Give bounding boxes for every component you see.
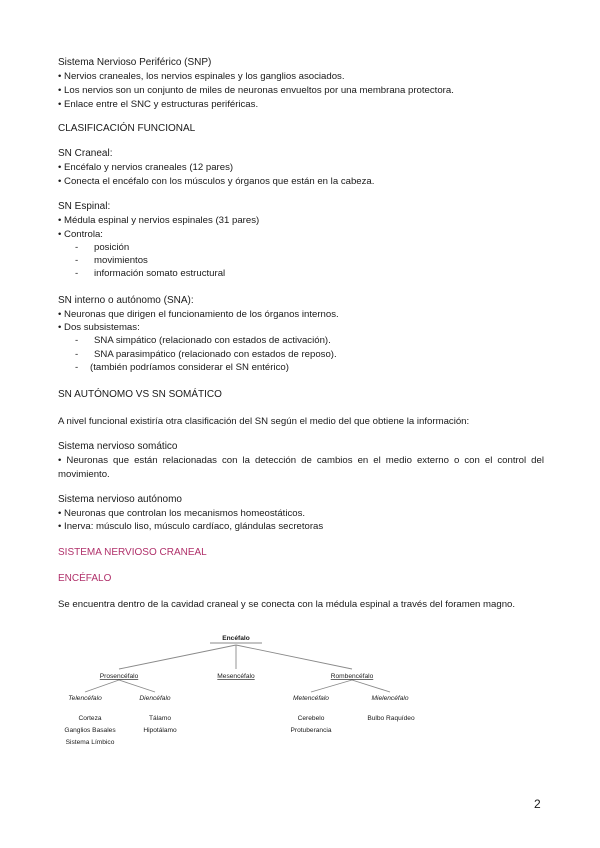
diagram-connectors bbox=[85, 643, 390, 692]
dash-marker: - bbox=[75, 268, 79, 279]
intro-paragraph: A nivel funcional existiría otra clasificación del SN según el medio del que obtiene la información: bbox=[58, 416, 470, 427]
sn-craneal-item: • Encéfalo y nervios craneales (12 pares) bbox=[58, 162, 234, 173]
clasificacion-heading: CLASIFICACIÓN FUNCIONAL bbox=[58, 123, 196, 134]
diagram-node-rombencefalo: Rombencéfalo bbox=[330, 673, 374, 680]
sna-subitem: SNA parasimpático (relacionado con estados de reposo). bbox=[94, 349, 337, 360]
vs-heading: SN AUTÓNOMO VS SN SOMÁTICO bbox=[58, 389, 222, 400]
craneal-heading: SISTEMA NERVIOSO CRANEAL bbox=[58, 547, 207, 558]
diagram-leaf: Hipotálamo bbox=[143, 727, 177, 734]
dash-marker: - bbox=[75, 242, 79, 253]
sn-espinal-item: • Médula espinal y nervios espinales (31 pares) bbox=[58, 215, 260, 226]
sn-espinal-title: SN Espinal: bbox=[58, 201, 111, 212]
sn-espinal-subitem: movimientos bbox=[94, 255, 148, 266]
diagram-node-mesencefalo: Mesencéfalo bbox=[217, 673, 255, 680]
sna-subitem: (también podríamos considerar el SN entérico) bbox=[90, 362, 289, 373]
sna-item: • Dos subsistemas: bbox=[58, 322, 140, 333]
snp-item: • Nervios craneales, los nervios espinales y los ganglios asociados. bbox=[58, 71, 345, 82]
diagram-leaf: Protuberancia bbox=[290, 727, 332, 734]
autonomo-title: Sistema nervioso autónomo bbox=[58, 494, 182, 505]
dash-marker: - bbox=[75, 349, 79, 360]
somatico-title: Sistema nervioso somático bbox=[58, 441, 178, 452]
connector-line bbox=[311, 680, 352, 692]
diagram-node-mielencefalo: Mielencéfalo bbox=[371, 695, 409, 702]
dash-marker: - bbox=[75, 255, 79, 266]
connector-line bbox=[119, 680, 155, 692]
sna-title: SN interno o autónomo (SNA): bbox=[58, 295, 194, 306]
diagram-leaf: Cerebelo bbox=[297, 715, 325, 722]
sna-subitem: SNA simpático (relacionado con estados de activación). bbox=[94, 335, 331, 346]
diagram-node-telencefalo: Telencéfalo bbox=[68, 695, 102, 702]
connector-line bbox=[119, 645, 236, 669]
connector-line bbox=[85, 680, 119, 692]
diagram-leaf: Bulbo Raquídeo bbox=[367, 715, 415, 722]
diagram-leaf: Ganglios Basales bbox=[64, 727, 116, 734]
diagram-leaf: Tálamo bbox=[149, 715, 171, 722]
diagram-leaf: Sistema Límbico bbox=[65, 739, 115, 746]
encefalo-heading: ENCÉFALO bbox=[58, 573, 112, 584]
sn-espinal-item: • Controla: bbox=[58, 229, 103, 240]
snp-item: • Los nervios son un conjunto de miles de neuronas envueltos por una membrana protectora. bbox=[58, 85, 454, 96]
autonomo-item: • Neuronas que controlan los mecanismos homeostáticos. bbox=[58, 508, 306, 519]
diagram-root: Encéfalo bbox=[222, 635, 250, 642]
sn-espinal-subitem: posición bbox=[94, 242, 130, 253]
snp-title: Sistema Nervioso Periférico (SNP) bbox=[58, 57, 212, 68]
sn-espinal-subitem: información somato estructural bbox=[94, 268, 226, 279]
dash-marker: - bbox=[75, 362, 79, 373]
dash-marker: - bbox=[75, 335, 79, 346]
encefalo-paragraph: Se encuentra dentro de la cavidad craneal y se conecta con la médula espinal a través del foramen magno. bbox=[58, 599, 516, 610]
connector-line bbox=[236, 645, 352, 669]
diagram-node-prosencefalo: Prosencéfalo bbox=[99, 673, 139, 680]
connector-line bbox=[352, 680, 390, 692]
somatico-text: • Neuronas que están relacionadas con la detección de cambios en el medio externo o con el control del movimiento. bbox=[58, 455, 544, 480]
sn-craneal-title: SN Craneal: bbox=[58, 148, 113, 159]
snp-item: • Enlace entre el SNC y estructuras periféricas. bbox=[58, 99, 259, 110]
sn-craneal-item: • Conecta el encéfalo con los músculos y órganos que están en la cabeza. bbox=[58, 176, 375, 187]
sna-item: • Neuronas que dirigen el funcionamiento de los órganos internos. bbox=[58, 309, 339, 320]
diagram-leaf: Corteza bbox=[78, 715, 102, 722]
page-number: 2 bbox=[534, 797, 541, 811]
autonomo-item: • Inerva: músculo liso, músculo cardíaco, glándulas secretoras bbox=[58, 521, 324, 532]
diagram-node-metencefalo: Metencéfalo bbox=[293, 695, 329, 702]
diagram-node-diencefalo: Diencéfalo bbox=[139, 695, 171, 702]
